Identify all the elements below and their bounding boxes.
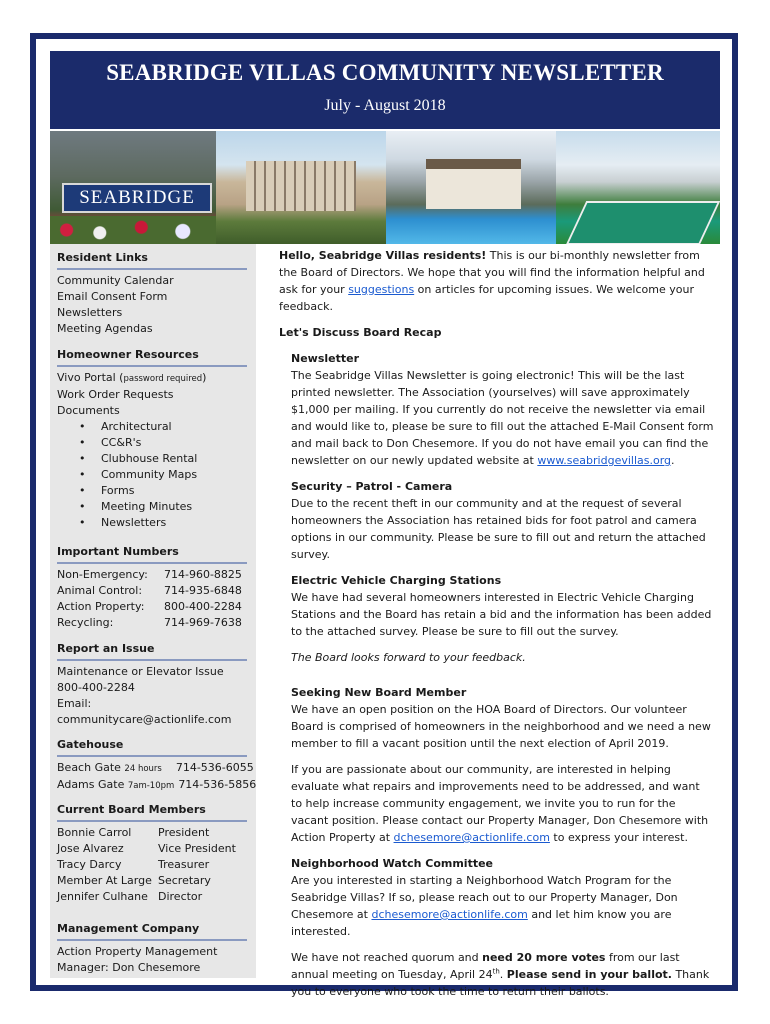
board-members-table — [57, 825, 254, 905]
beach-gate-label: Beach Gate — [57, 761, 125, 774]
quorum-thanks: Thank you to everyone who took the time to return their ballots. — [291, 968, 710, 998]
doc-item[interactable]: • CC&R's — [101, 435, 247, 451]
link-meeting-agendas[interactable]: Meeting Agendas — [57, 322, 153, 335]
member-role: Vice President — [158, 842, 236, 855]
doc-item[interactable]: • Community Maps — [101, 467, 247, 483]
watch-body: Are you interested in starting a Neighborhood Watch Program for the Seabridge Villas? If so, please reach out to our Property Manager, Don Chesemore at — [291, 874, 678, 921]
member-role: Director — [158, 890, 203, 903]
clubhouse-graphic — [426, 159, 521, 209]
gatehouse-heading: Gatehouse — [57, 737, 247, 757]
board-members-heading: Current Board Members — [57, 802, 247, 822]
greeting-text-end: on articles for upcoming issues. We welcome your feedback. — [279, 283, 694, 313]
adams-gate-row — [57, 777, 256, 794]
number-value: 714-935-6848 — [164, 584, 242, 597]
sign-text: SEABRIDGE — [62, 183, 212, 213]
greeting-paragraph — [279, 247, 714, 315]
doc-item[interactable]: • Clubhouse Rental — [101, 451, 247, 467]
number-label: Action Property: — [57, 600, 145, 613]
number-label: Animal Control: — [57, 584, 143, 597]
ev-heading: Electric Vehicle Charging Stations — [291, 574, 502, 587]
security-heading: Security – Patrol - Camera — [291, 480, 453, 493]
report-issue-heading: Report an Issue — [57, 641, 247, 661]
newsletter-header — [50, 51, 720, 129]
member-name: Jennifer Culhane — [57, 890, 148, 903]
beach-gate-row — [57, 760, 256, 777]
documents-label: Documents — [57, 404, 120, 417]
management-company: Action Property Management — [57, 945, 218, 958]
passion-end: to express your interest. — [549, 831, 688, 844]
adams-gate-label: Adams Gate — [57, 778, 128, 791]
website-link[interactable]: www.seabridgevillas.org — [537, 454, 672, 467]
link-community-calendar[interactable]: Community Calendar — [57, 274, 174, 287]
link-newsletters[interactable]: Newsletters — [57, 306, 123, 319]
email-link[interactable]: dchesemore@actionlife.com — [393, 831, 550, 844]
management-manager: Manager: Don Chesemore — [57, 961, 201, 974]
vivo-close: ) — [202, 371, 207, 384]
quorum-body: We have not reached quorum and — [291, 951, 483, 964]
tennis-court-photo — [556, 131, 720, 244]
number-value: 800-400-2284 — [164, 600, 242, 613]
ev-text: We have had several homeowners interested in Electric Vehicle Charging Stations and the Board has retain a bid and the information has been added to the attached survey. Please be sure to fill out the survey. — [291, 591, 712, 638]
report-issue-section — [57, 641, 247, 728]
passion-text — [291, 761, 714, 846]
court-graphic — [566, 201, 720, 244]
newsletter-end: . — [671, 454, 675, 467]
seabridge-sign-photo — [50, 131, 216, 244]
homeowner-resources-section — [57, 347, 247, 531]
gatehouse-section — [57, 737, 256, 794]
board-heading: Seeking New Board Member — [291, 686, 467, 699]
ev-feedback: The Board looks forward to your feedback. — [291, 651, 526, 664]
newsletter-title: SEABRIDGE VILLAS COMMUNITY NEWSLETTER — [106, 60, 664, 85]
doc-item[interactable]: • Meeting Minutes — [101, 499, 247, 515]
member-name: Tracy Darcy — [57, 858, 122, 871]
number-label: Recycling: — [57, 616, 114, 629]
quorum-ballot: Please send in your ballot. — [506, 968, 672, 981]
documents-list — [57, 419, 247, 531]
doc-item[interactable]: • Forms — [101, 483, 247, 499]
newsletter-article — [279, 350, 714, 1000]
link-vivo-portal[interactable] — [57, 370, 247, 387]
adams-gate-phone: 714-536-5856 — [178, 778, 257, 791]
vivo-label: Vivo Portal ( — [57, 371, 124, 384]
management-heading: Management Company — [57, 921, 247, 941]
number-value: 714-960-8825 — [164, 568, 242, 581]
photo-banner — [50, 131, 720, 244]
resident-links-heading: Resident Links — [57, 250, 247, 270]
report-issue-email[interactable]: communitycare@actionlife.com — [57, 713, 232, 726]
newsletter-text — [291, 367, 714, 469]
quorum-votes: need 20 more votes — [482, 951, 606, 964]
greeting-text: This is our bi-monthly newsletter from the Board of Directors. We hope that you will find the information helpful and ask for your — [279, 249, 705, 296]
number-label: Non-Emergency: — [57, 568, 148, 581]
member-name: Member At Large — [57, 874, 152, 887]
homeowner-resources-heading: Homeowner Resources — [57, 347, 247, 367]
member-name: Bonnie Carrol — [57, 826, 132, 839]
beach-gate-hours: 24 hours — [124, 764, 162, 774]
board-text: We have an open position on the HOA Board of Directors. Our volunteer Board is comprised of homeowners in the neighborhood and we need a new member to fill a vacant position until the next election of April 2019. — [291, 703, 711, 750]
beach-gate-phone: 714-536-6055 — [175, 761, 254, 774]
newsletter-body: The Seabridge Villas Newsletter is going electronic! This will be the last printed newsletter. The Association (yourselves) will save approximately $1,000 per mailing. If you currently do not receive the newsletter via email and would like to, please be sure to fill out the attached E-Mail Consent form and mail back to Don Chesemore. If you do not have email you can find the newsletter on our newly updated website at — [291, 369, 714, 467]
doc-item[interactable]: • Architectural — [101, 419, 247, 435]
numbers-table — [57, 567, 254, 631]
vivo-note: password required — [123, 374, 203, 384]
report-issue-email-label: Email: — [57, 697, 92, 710]
important-numbers-section — [57, 544, 254, 631]
building-graphic — [246, 161, 356, 211]
quorum-meeting: from our last annual meeting on Tuesday, April 24 — [291, 951, 680, 981]
member-role: Secretary — [158, 874, 211, 887]
member-name: Jose Alvarez — [57, 842, 124, 855]
recap-heading: Let's Discuss Board Recap — [279, 326, 442, 339]
pool-photo — [386, 131, 556, 244]
quorum-sup: th — [492, 967, 500, 976]
greeting-bold: Hello, Seabridge Villas residents! — [279, 249, 487, 262]
link-email-consent-form[interactable]: Email Consent Form — [57, 290, 168, 303]
resident-links-section — [57, 250, 247, 337]
report-issue-phone: 800-400-2284 — [57, 681, 135, 694]
newsletter-date: July - August 2018 — [324, 97, 446, 114]
member-role: President — [158, 826, 210, 839]
quorum-text — [291, 949, 714, 1000]
watch-text — [291, 872, 714, 940]
doc-item[interactable]: • Newsletters — [101, 515, 247, 531]
report-issue-line: Maintenance or Elevator Issue — [57, 665, 224, 678]
member-role: Treasurer — [158, 858, 210, 871]
management-section — [57, 921, 247, 976]
email-link[interactable]: dchesemore@actionlife.com — [371, 908, 528, 921]
security-text: Due to the recent theft in our community and at the request of several homeowners the Association has retained bids for foot patrol and camera options in our community. Please be sure to fill out and return the attached survey. — [291, 497, 706, 561]
link-work-order-requests[interactable]: Work Order Requests — [57, 388, 174, 401]
quorum-sep: . — [499, 968, 507, 981]
building-photo — [216, 131, 386, 244]
flowers-graphic — [50, 216, 216, 244]
important-numbers-heading: Important Numbers — [57, 544, 247, 564]
suggestions-link[interactable]: suggestions — [348, 283, 415, 296]
passion-body: If you are passionate about our community, are interested in helping evaluate what repairs and improvements need to be addressed, and want to help increase community engagement, we invite you to run for the vacant position. Please contact our Property Manager, Don Chesemore with Action Property at — [291, 763, 709, 844]
main-content — [279, 247, 714, 1000]
watch-heading: Neighborhood Watch Committee — [291, 857, 494, 870]
board-members-section — [57, 802, 254, 905]
newsletter-heading: Newsletter — [291, 352, 360, 365]
adams-gate-hours: 7am-10pm — [127, 781, 175, 791]
number-value: 714-969-7638 — [164, 616, 242, 629]
watch-end: and let him know you are interested. — [291, 908, 672, 938]
